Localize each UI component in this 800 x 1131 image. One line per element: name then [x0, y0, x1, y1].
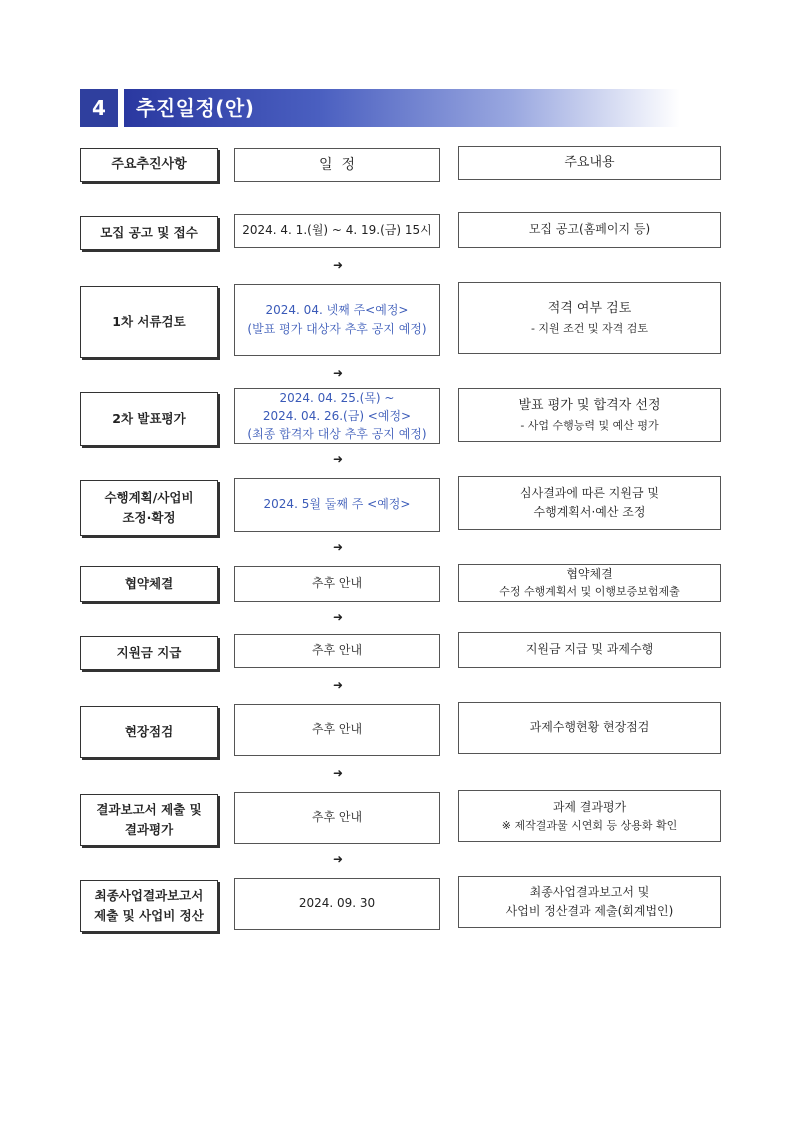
row-7-schedule-line: 추후 안내 [311, 722, 363, 737]
section-number: 4 [80, 89, 118, 127]
row-4-item-line-2: 조정·확정 [122, 510, 176, 525]
row-9-content [458, 876, 721, 928]
flow-arrow-3: ➜ [332, 452, 344, 466]
row-4-item-line-1: 수행계획/사업비 [104, 490, 194, 505]
flow-arrow-8: ➜ [332, 852, 344, 866]
row-1-item [80, 216, 218, 250]
row-1-item-line: 모집 공고 및 접수 [100, 225, 198, 240]
header-schedule-label: 일 정 [319, 156, 355, 173]
flow-arrow-6: ➜ [332, 678, 344, 692]
row-3-item-line: 2차 발표평가 [112, 411, 186, 426]
row-4-content [458, 476, 721, 530]
row-3-schedule [234, 388, 440, 444]
header-main-tasks-label: 주요추진사항 [111, 156, 187, 172]
row-8-content-line-1: 과제 결과평가 [552, 799, 627, 814]
row-3-schedule-line-3: (최종 합격자 대상 추후 공지 예정) [247, 427, 427, 441]
row-2-content-line-1: 적격 여부 검토 [547, 300, 632, 316]
row-5-item [80, 566, 218, 602]
row-5-content [458, 564, 721, 602]
row-9-item [80, 880, 218, 932]
row-3-item [80, 392, 218, 446]
header-main-tasks [80, 148, 218, 182]
header-schedule [234, 148, 440, 182]
row-6-item [80, 636, 218, 670]
row-3-content-line-1: 발표 평가 및 합격자 선정 [518, 397, 661, 413]
row-2-content [458, 282, 721, 354]
row-1-schedule-line: 2024. 4. 1.(월) ~ 4. 19.(금) 15시 [242, 223, 432, 238]
row-8-item [80, 794, 218, 846]
row-7-item [80, 706, 218, 758]
row-8-schedule [234, 792, 440, 844]
row-4-content-line-2: 수행계획서·예산 조정 [533, 505, 646, 519]
row-5-item-line: 협약체결 [124, 576, 174, 591]
row-4-item [80, 480, 218, 536]
row-7-content [458, 702, 721, 754]
row-6-schedule-line: 추후 안내 [311, 643, 363, 658]
row-6-content-line: 지원금 지급 및 과제수행 [525, 642, 654, 657]
row-4-schedule-line: 2024. 5월 둘째 주 <예정> [263, 497, 411, 512]
row-2-item [80, 286, 218, 358]
row-5-schedule [234, 566, 440, 602]
row-9-item-line-2: 제출 및 사업비 정산 [94, 908, 204, 923]
row-2-schedule-line-2: (발표 평가 대상자 추후 공지 예정) [247, 322, 427, 336]
row-7-item-line: 현장점검 [124, 724, 174, 739]
row-5-content-line-2: 수정 수행계획서 및 이행보증보험제출 [499, 584, 680, 598]
row-4-schedule [234, 478, 440, 532]
header-content-label: 주요내용 [564, 154, 615, 170]
row-2-schedule [234, 284, 440, 356]
row-8-item-line-2: 결과평가 [124, 822, 174, 837]
row-8-item-line-1: 결과보고서 제출 및 [96, 802, 202, 817]
section-title-bar [80, 89, 680, 127]
flow-arrow-7: ➜ [332, 766, 344, 780]
row-3-schedule-line-1: 2024. 04. 25.(목) ~ [279, 391, 395, 405]
row-2-schedule-line-1: 2024. 04. 넷째 주<예정> [265, 302, 409, 317]
row-3-schedule-line-2: 2024. 04. 26.(금) <예정> [262, 409, 412, 423]
flow-arrow-2: ➜ [332, 366, 344, 380]
row-2-content-line-2: - 지원 조건 및 자격 검토 [530, 321, 649, 335]
row-7-schedule [234, 704, 440, 756]
section-title-band [124, 89, 680, 127]
row-6-content [458, 632, 721, 668]
header-content [458, 146, 721, 180]
section-title: 추진일정(안) [136, 96, 255, 120]
row-6-item-line: 지원금 지급 [116, 645, 182, 660]
row-1-content-line: 모집 공고(홈페이지 등) [528, 222, 651, 237]
row-1-schedule [234, 214, 440, 248]
row-7-content-line: 과제수행현황 현장점검 [529, 720, 650, 735]
row-5-content-line-1: 협약체결 [566, 567, 613, 582]
row-9-item-line-1: 최종사업결과보고서 [94, 888, 204, 903]
row-4-content-line-1: 심사결과에 따른 지원금 및 [520, 485, 659, 500]
flow-arrow-1: ➜ [332, 258, 344, 272]
row-8-schedule-line: 추후 안내 [311, 810, 363, 825]
row-9-schedule [234, 878, 440, 930]
row-1-content [458, 212, 721, 248]
row-3-content [458, 388, 721, 442]
row-9-content-line-2: 사업비 정산결과 제출(회계법인) [505, 904, 674, 918]
row-8-content-line-2: ※ 제작결과물 시연회 등 상용화 확인 [501, 818, 678, 832]
flow-arrow-4: ➜ [332, 540, 344, 554]
row-5-schedule-line: 추후 안내 [311, 576, 363, 591]
row-9-schedule-line: 2024. 09. 30 [298, 896, 376, 911]
row-2-item-line: 1차 서류검토 [112, 314, 186, 329]
row-6-schedule [234, 634, 440, 668]
flow-arrow-5: ➜ [332, 610, 344, 624]
row-8-content [458, 790, 721, 842]
row-3-content-line-2: - 사업 수행능력 및 예산 평가 [520, 418, 659, 432]
row-9-content-line-1: 최종사업결과보고서 및 [529, 884, 650, 899]
